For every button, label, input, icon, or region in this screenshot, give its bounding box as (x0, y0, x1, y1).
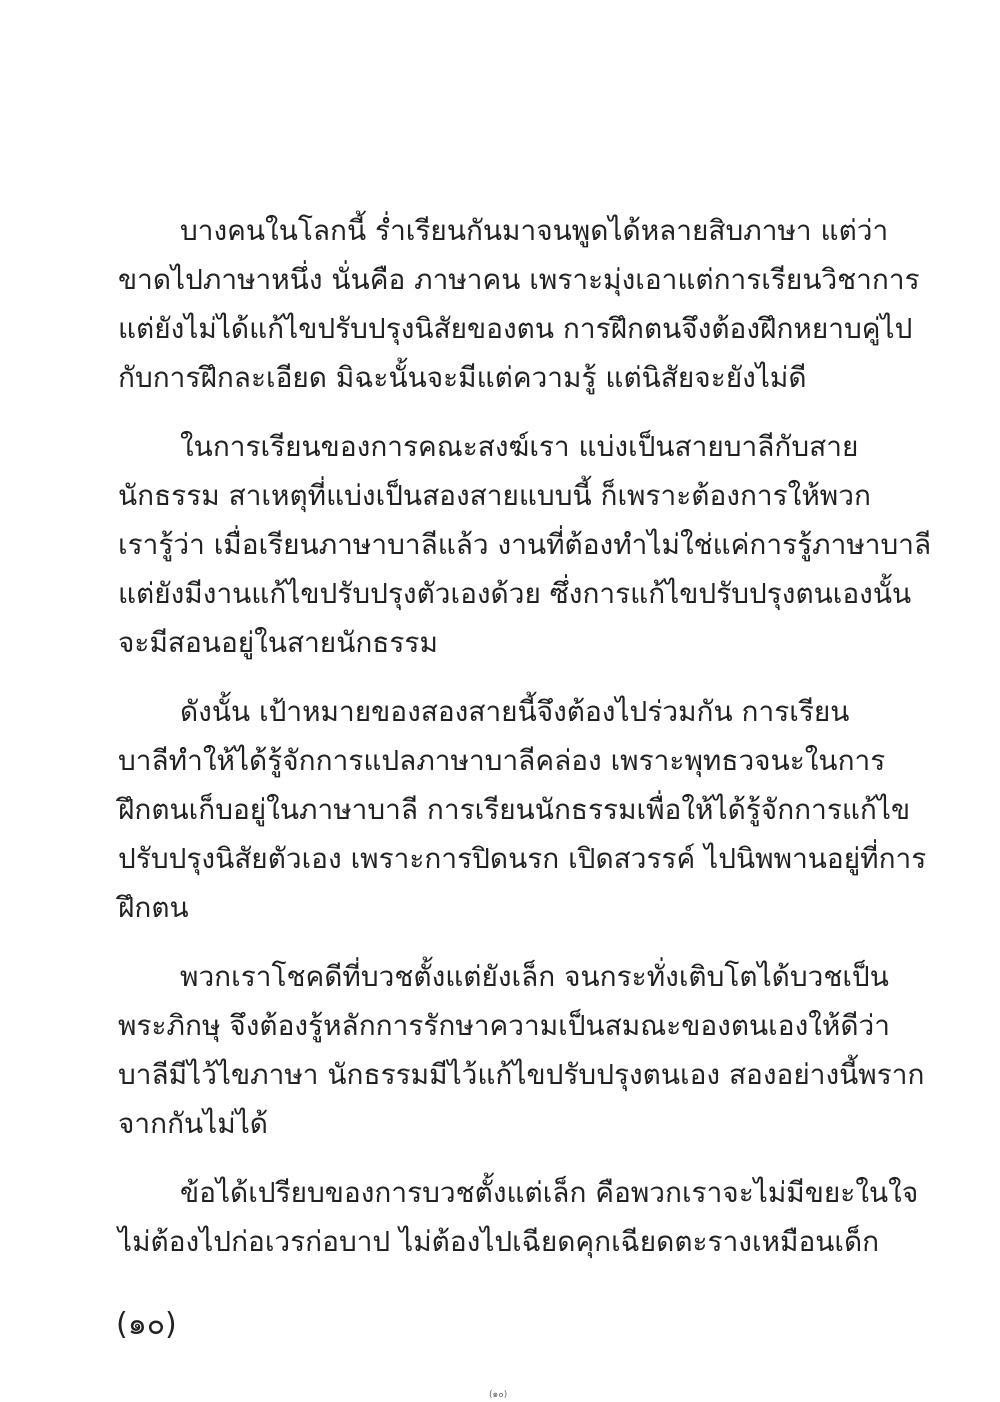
text-line: พวกเราโชคดีที่บวชตั้งแต่ยังเล็ก จนกระทั่งเติบโตได้บวชเป็น (180, 960, 889, 993)
text-line: นักธรรม สาเหตุที่แบ่งเป็นสองสายแบบนี้ ก็เพราะต้องการให้พวก (118, 479, 871, 512)
text-line: แต่ยังไม่ได้แก้ไขปรับปรุงนิสัยของตน การฝึกตนจึงต้องฝึกหยาบคู่ไป (118, 312, 913, 345)
text-line: จากกันไม่ได้ (118, 1107, 268, 1140)
text-line: ในการเรียนของการคณะสงฆ์เรา แบ่งเป็นสายบาลีกับสาย (180, 430, 859, 463)
paragraph-3 (118, 687, 927, 932)
text-line: แต่ยังมีงานแก้ไขปรับปรุงตัวเองด้วย ซึ่งการแก้ไขปรับปรุงตนเองนั้น (118, 577, 912, 610)
body-text (118, 206, 932, 1286)
text-line: ฝึกตน (118, 891, 189, 924)
text-line: กับการฝึกละเอียด มิฉะนั้นจะมีแต่ความรู้ แต่นิสัยจะยังไม่ดี (118, 361, 807, 394)
text-line: จะมีสอนอยู่ในสายนักธรรม (118, 626, 438, 659)
text-line: บาลีมีไว้ไขภาษา นักธรรมมีไว้แก้ไขปรับปรุงตนเอง สองอย่างนี้พราก (118, 1058, 925, 1091)
footer-page-mark: (๑๐) (489, 1390, 508, 1400)
paragraph-4 (118, 952, 925, 1148)
text-line: ขาดไปภาษาหนึ่ง นั่นคือ ภาษาคน เพราะมุ่งเอาแต่การเรียนวิชาการ (118, 263, 920, 296)
text-line: ปรับปรุงนิสัยตัวเอง เพราะการปิดนรก เปิดสวรรค์ ไปนิพพานอยู่ที่การ (118, 842, 927, 875)
text-line: บางคนในโลกนี้ ร่ำเรียนกันมาจนพูดได้หลายสิบภาษา แต่ว่า (180, 214, 889, 247)
page-number: (๑๐) (116, 1307, 177, 1342)
paragraph-5 (118, 1168, 919, 1266)
text-line: ไม่ต้องไปก่อเวรก่อบาป ไม่ต้องไปเฉียดคุกเฉียดตะรางเหมือนเด็ก (118, 1225, 880, 1258)
text-line: บาลีทำให้ได้รู้จักการแปลภาษาบาลีคล่อง เพราะพุทธวจนะในการ (118, 744, 886, 777)
paragraph-2 (118, 422, 932, 667)
text-line: ดังนั้น เป้าหมายของสองสายนี้จึงต้องไปร่วมกัน การเรียน (180, 695, 850, 728)
text-line: ข้อได้เปรียบของการบวชตั้งแต่เล็ก คือพวกเราจะไม่มีขยะในใจ (180, 1176, 919, 1209)
text-line: ฝึกตนเก็บอยู่ในภาษาบาลี การเรียนนักธรรมเพื่อให้ได้รู้จักการแก้ไข (118, 793, 911, 826)
paragraph-1 (118, 206, 920, 402)
text-line: เรารู้ว่า เมื่อเรียนภาษาบาลีแล้ว งานที่ต้องทำไม่ใช่แค่การรู้ภาษาบาลี (118, 528, 932, 561)
text-line: พระภิกษุ จึงต้องรู้หลักการรักษาความเป็นสมณะของตนเองให้ดีว่า (118, 1009, 890, 1042)
